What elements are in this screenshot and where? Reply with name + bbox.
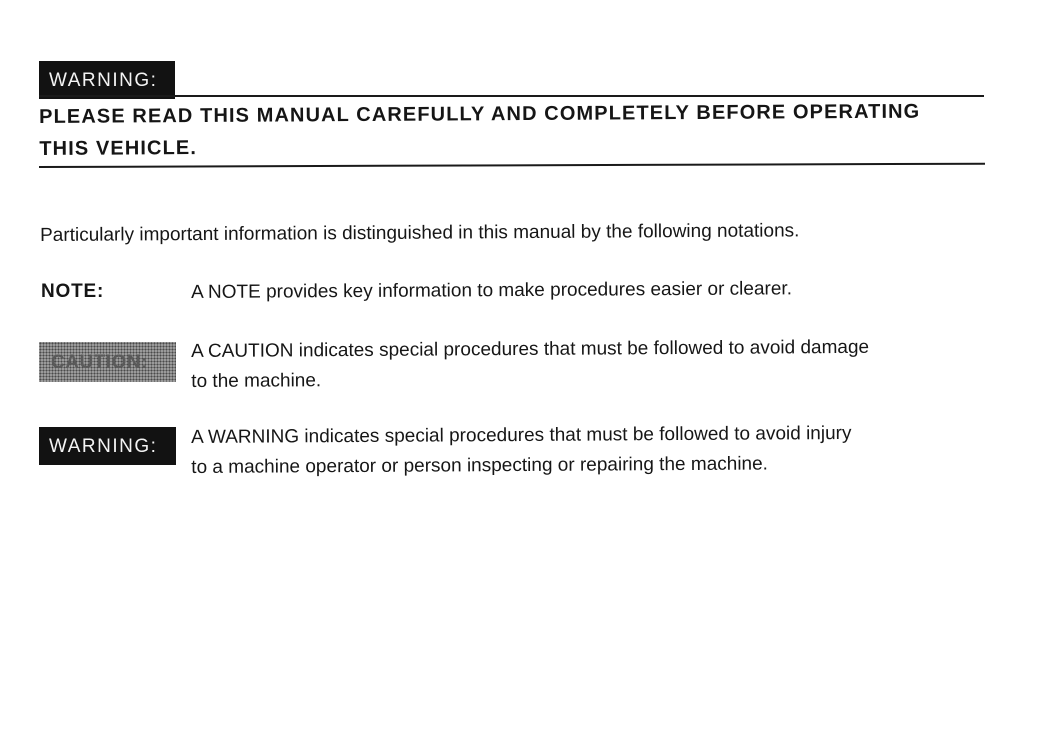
- headline: [39, 95, 989, 165]
- warning-text-line-2: to a machine operator or person inspecting or repairing the machine.: [191, 453, 768, 478]
- warning-text-line-1: A WARNING indicates special procedures that must be followed to avoid injury: [191, 422, 852, 448]
- headline-line-1: PLEASE READ THIS MANUAL CAREFULLY AND COMPLETELY BEFORE OPERATING: [39, 100, 921, 128]
- headline-line-2: THIS VEHICLE.: [39, 137, 198, 160]
- note-text: A NOTE provides key information to make procedures easier or clearer.: [191, 278, 793, 303]
- caution-badge: CAUTION:: [39, 342, 176, 382]
- warning-badge: WARNING:: [39, 427, 176, 465]
- caution-text-line-1: A CAUTION indicates special procedures that must be followed to avoid damage: [191, 336, 870, 362]
- note-label: NOTE:: [41, 281, 105, 302]
- caution-text-line-2: to the machine.: [191, 370, 322, 392]
- warning-badge-header: WARNING:: [39, 61, 175, 99]
- intro-text: Particularly important information is distinguished in this manual by the following notations.: [40, 220, 800, 246]
- warning-text: [191, 418, 991, 483]
- caution-text: [191, 332, 991, 397]
